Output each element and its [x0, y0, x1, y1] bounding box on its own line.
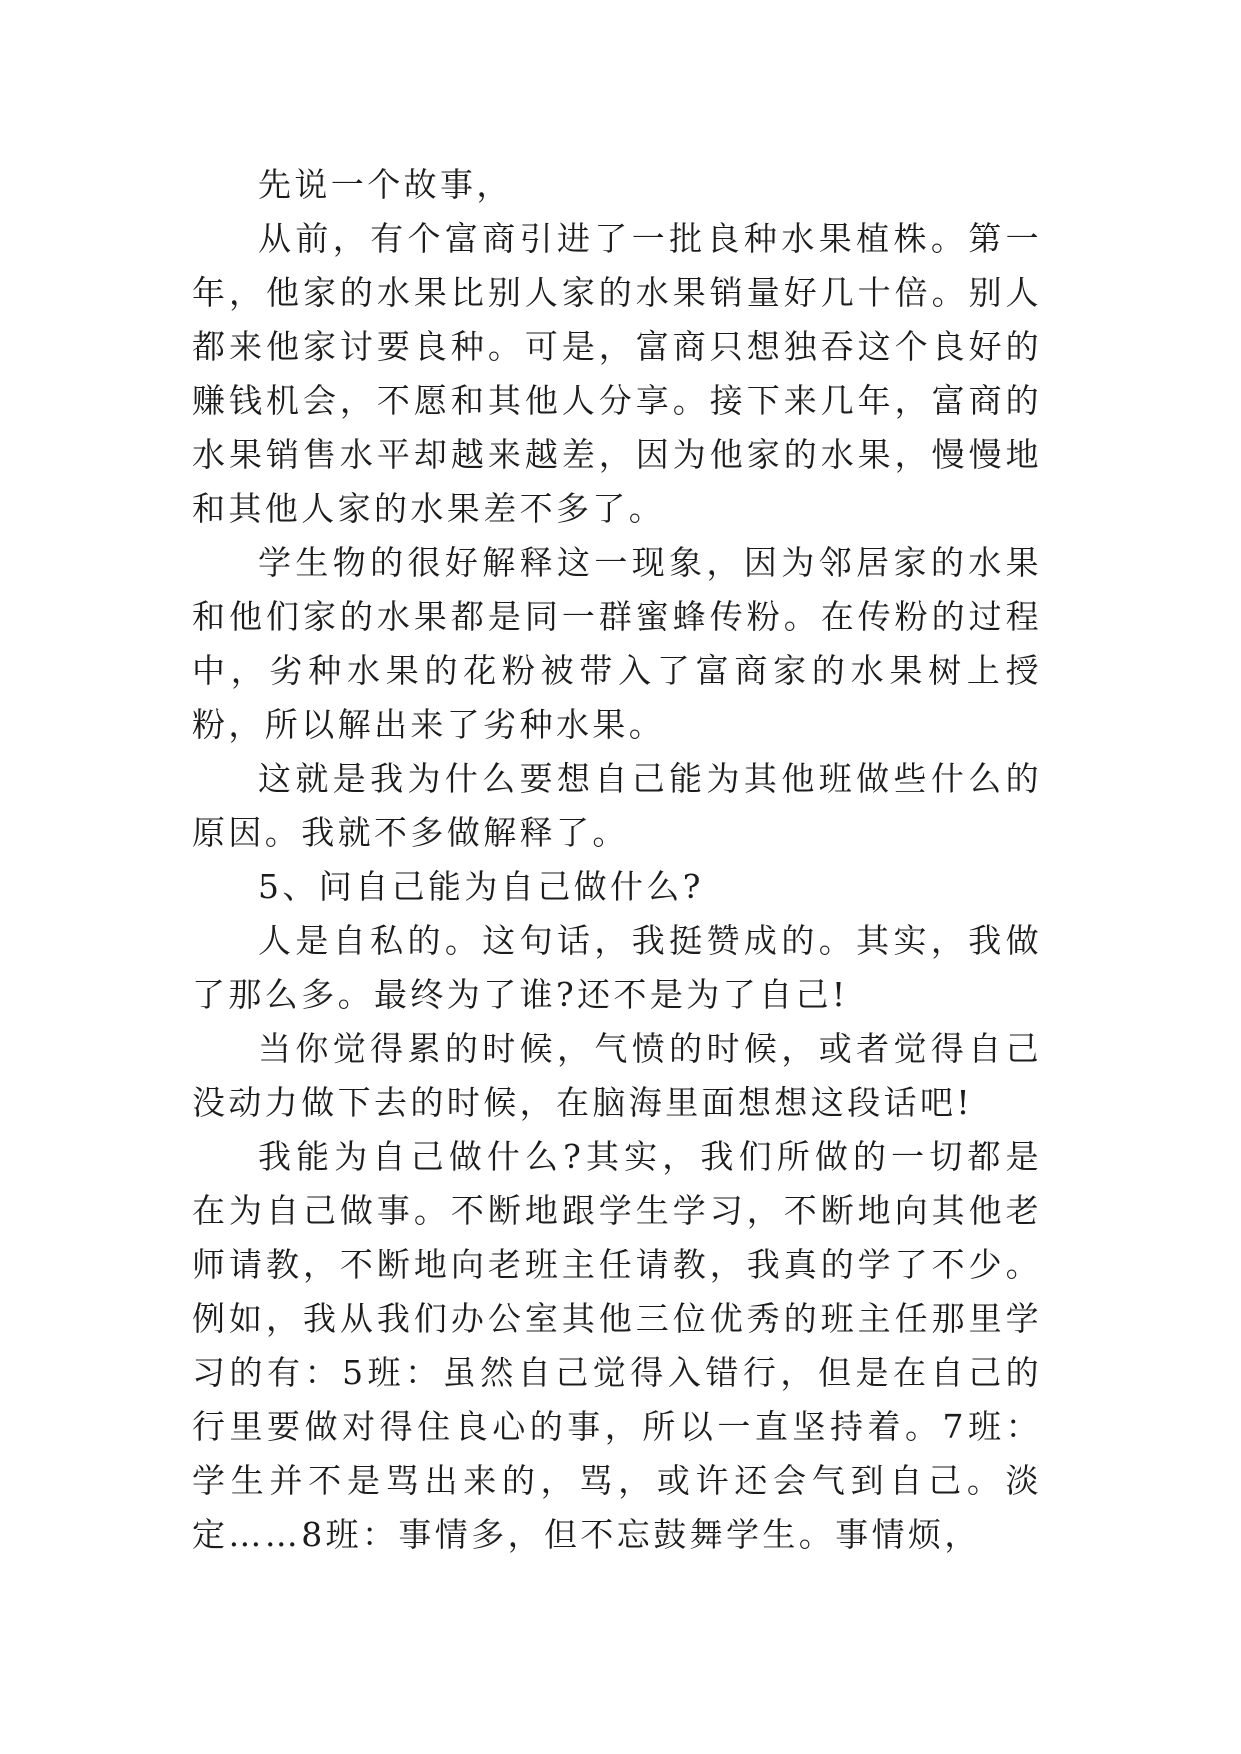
- paragraph-reason: 这就是我为什么要想自己能为其他班做些什么的原因。我就不多做解释了。: [192, 759, 1042, 852]
- paragraph-when-tired: 当你觉得累的时候，气愤的时候，或者觉得自己没动力做下去的时候，在脑海里面想想这段话吧!: [192, 1029, 1042, 1122]
- document-body: [192, 158, 1042, 1562]
- paragraph-selfish: 人是自私的。这句话，我挺赞成的。其实，我做了那么多。最终为了谁?还不是为了自己!: [192, 921, 1042, 1014]
- section-heading-5: 5、问自己能为自己做什么?: [258, 867, 704, 906]
- paragraph-merchant-story: 从前，有个富商引进了一批良种水果植株。第一年，他家的水果比别人家的水果销量好几十倍。别人都来他家讨要良种。可是，富商只想独吞这个良好的赚钱机会，不愿和其他人分享。接下来几年，富商的水果销售水平却越来越差，因为他家的水果，慢慢地和其他人家的水果差不多了。: [192, 219, 1042, 528]
- paragraph-what-for-self: 我能为自己做什么?其实，我们所做的一切都是在为自己做事。不断地跟学生学习，不断地向其他老师请教，不断地向老班主任请教，我真的学了不少。例如，我从我们办公室其他三位优秀的班主任那里学习的有：5班：虽然自己觉得入错行，但是在自己的行里要做对得住良心的事，所以一直坚持着。7班：学生并不是骂出来的，骂，或许还会气到自己。淡定……8班：事情多，但不忘鼓舞学生。事情烦，: [192, 1137, 1042, 1554]
- paragraph-biology-explanation: 学生物的很好解释这一现象，因为邻居家的水果和他们家的水果都是同一群蜜蜂传粉。在传粉的过程中，劣种水果的花粉被带入了富商家的水果树上授粉，所以解出来了劣种水果。: [192, 543, 1042, 744]
- paragraph-story-intro: 先说一个故事，: [258, 165, 513, 204]
